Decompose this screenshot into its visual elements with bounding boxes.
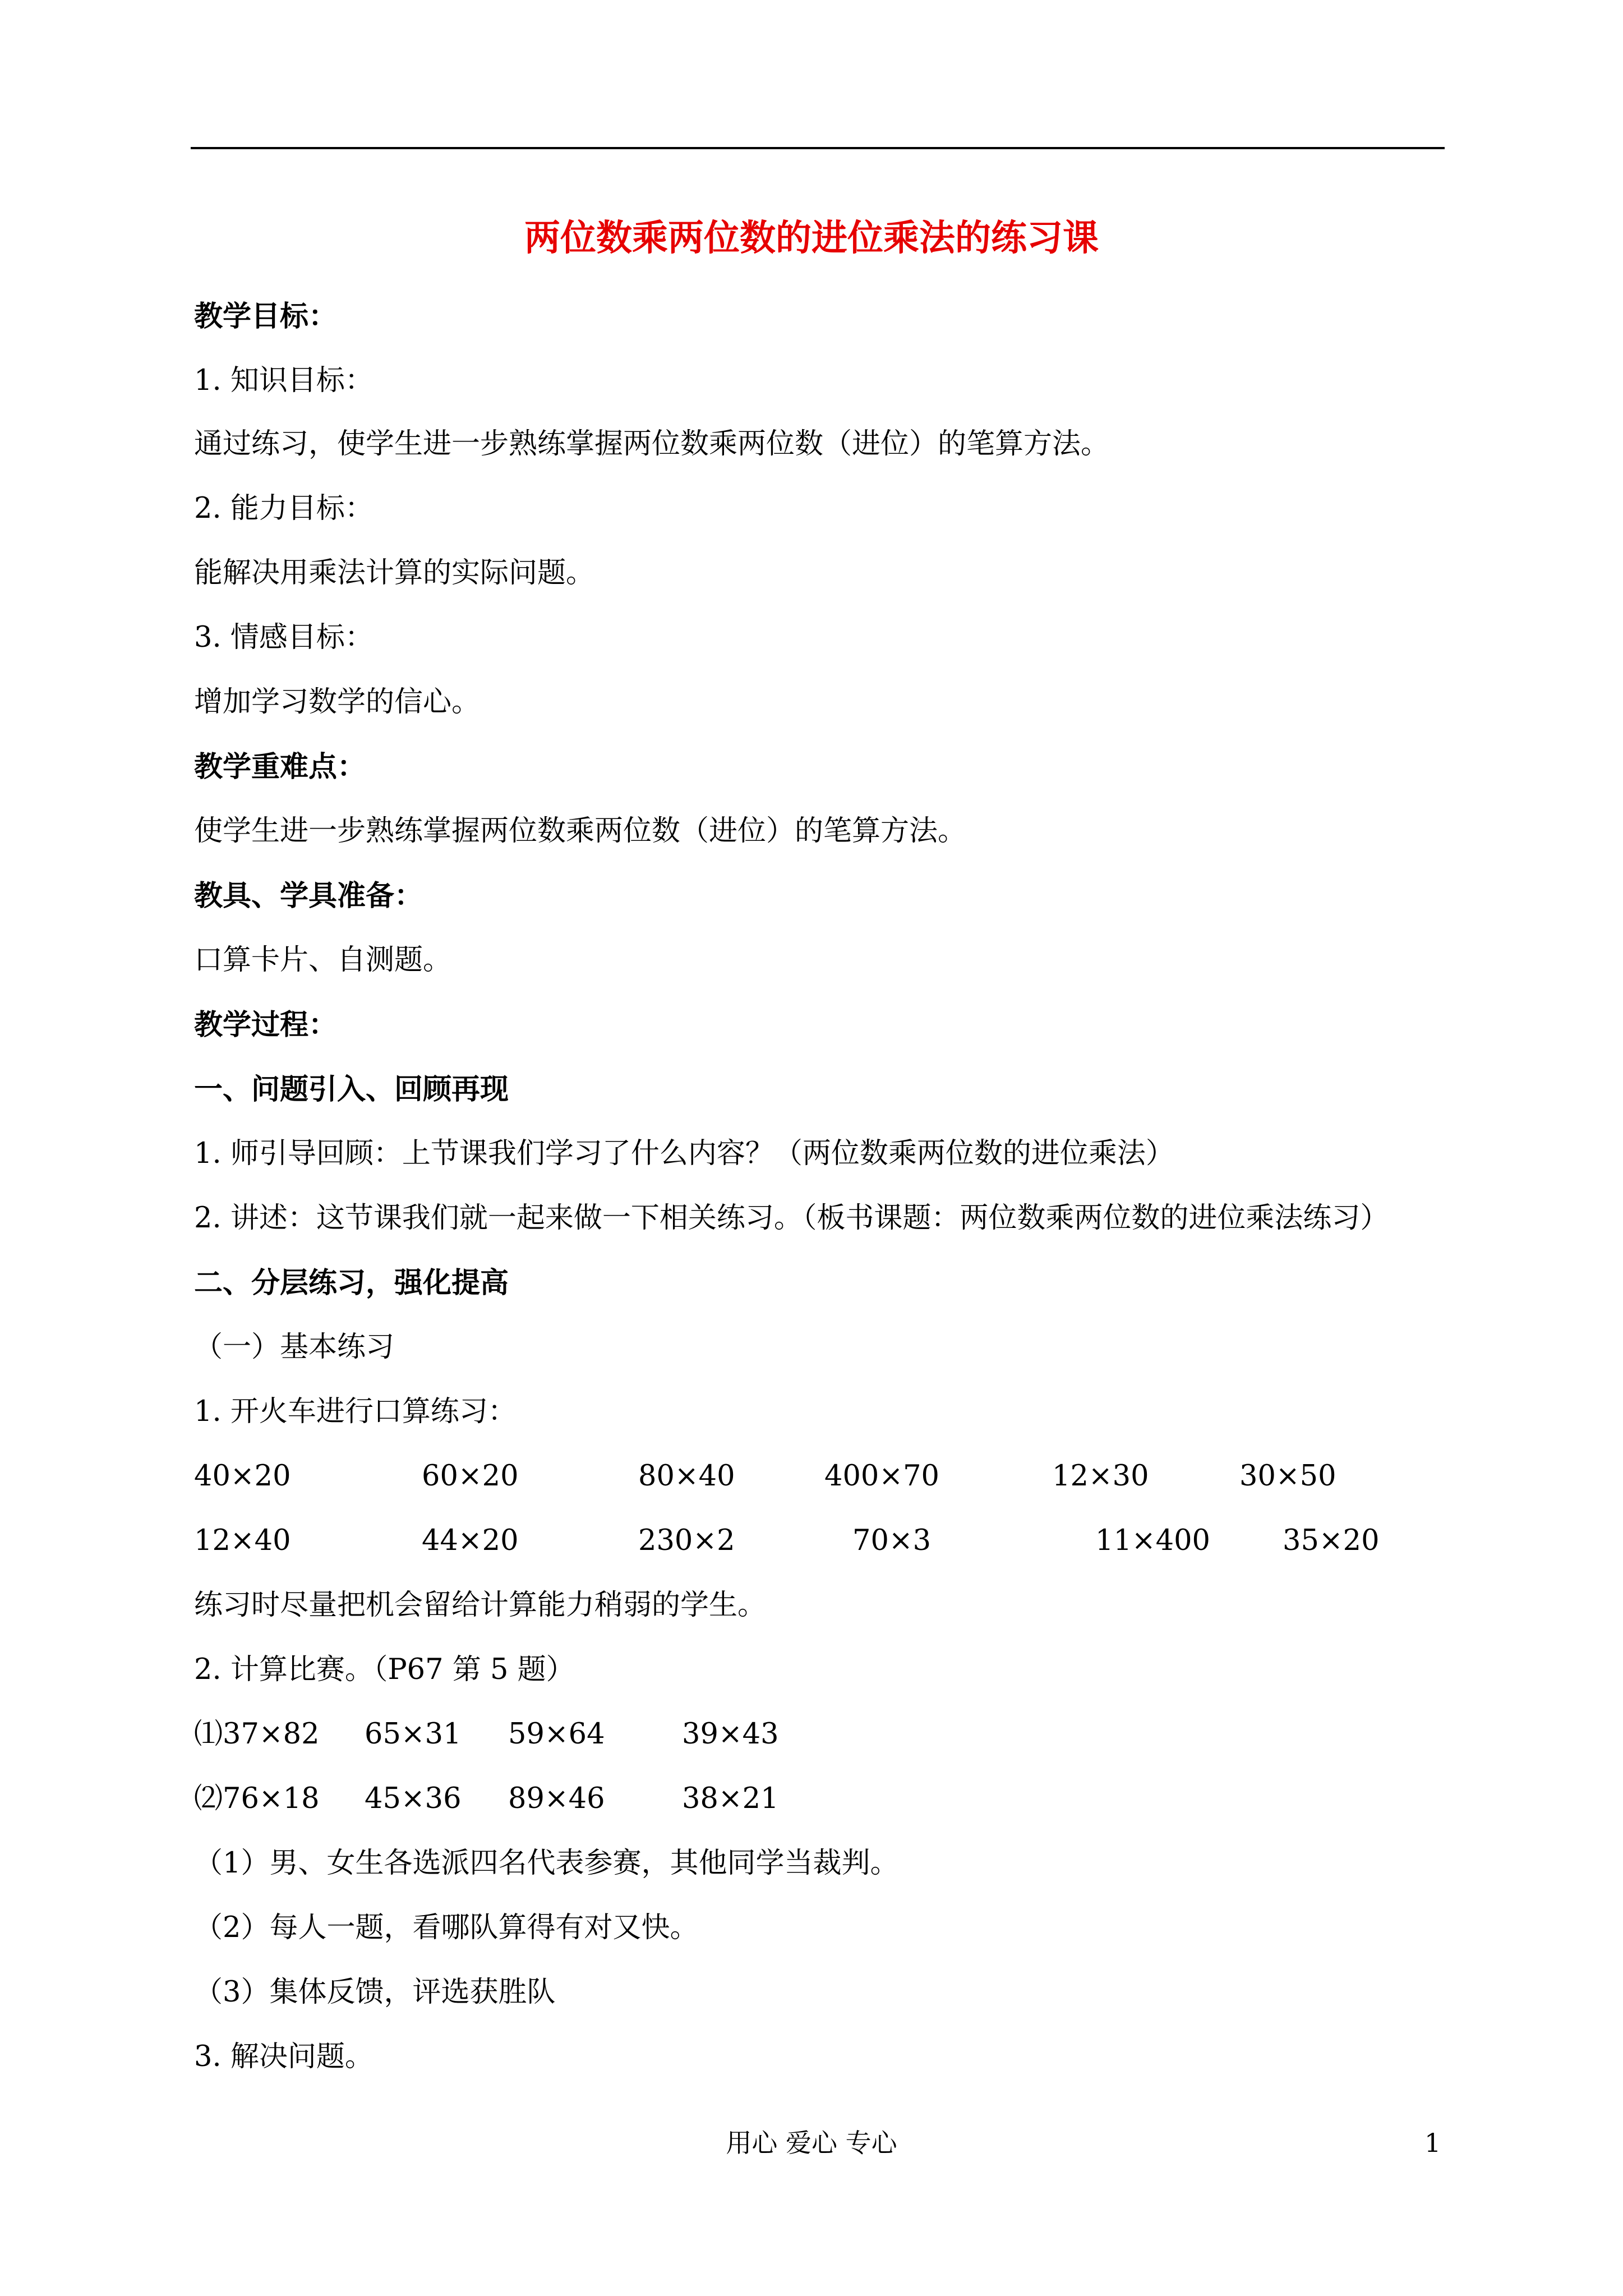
goal1-label: 1. 知识目标： [194, 364, 374, 397]
goal2-text: 能解决用乘法计算的实际问题。 [194, 556, 595, 590]
contest-expression: 59×64 [508, 1718, 605, 1751]
page-number: 1 [1424, 2128, 1441, 2158]
solve-heading: 3. 解决问题。 [194, 2040, 374, 2073]
part1-item1: 1. 师引导回顾：上节课我们学习了什么内容？（两位数乘两位数的进位乘法） [194, 1137, 1174, 1170]
contest-expression: ⑴37×82 [194, 1718, 320, 1751]
oral-expression: 40×20 [194, 1460, 291, 1493]
process-heading: 教学过程： [194, 1008, 338, 1042]
oral-note: 练习时尽量把机会留给计算能力稍弱的学生。 [194, 1589, 767, 1622]
document-title: 两位数乘两位数的进位乘法的练习课 [524, 217, 1099, 259]
oral-heading: 1. 开火车进行口算练习： [194, 1395, 517, 1428]
contest-step3: （3）集体反馈，评选获胜队 [194, 1976, 556, 2009]
oral-expression: 12×30 [1052, 1460, 1149, 1493]
oral-expression: 400×70 [824, 1460, 939, 1493]
contest-expression: 89×46 [508, 1782, 605, 1815]
header-rule [191, 147, 1445, 149]
key-text: 使学生进一步熟练掌握两位数乘两位数（进位）的笔算方法。 [194, 815, 967, 848]
contest-expression: 39×43 [682, 1718, 779, 1751]
oral-expression: 35×20 [1283, 1524, 1380, 1557]
part2-heading: 二、分层练习，强化提高 [194, 1266, 509, 1300]
goals-heading: 教学目标： [194, 300, 338, 333]
footer-motto: 用心 爱心 专心 [726, 2128, 897, 2158]
goal3-label: 3. 情感目标： [194, 621, 374, 654]
oral-expression: 230×2 [638, 1524, 735, 1557]
oral-expression: 12×40 [194, 1524, 291, 1557]
oral-expression: 70×3 [852, 1524, 932, 1557]
contest-expression: ⑵76×18 [194, 1782, 320, 1815]
oral-expression: 30×50 [1239, 1460, 1336, 1493]
tools-text: 口算卡片、自测题。 [194, 944, 452, 977]
basic-heading: （一）基本练习 [194, 1331, 395, 1364]
contest-expression: 45×36 [365, 1782, 462, 1815]
oral-expression: 60×20 [422, 1460, 519, 1493]
contest-heading: 2. 计算比赛。（P67 第 5 题） [194, 1653, 575, 1686]
part1-item2: 2. 讲述：这节课我们就一起来做一下相关练习。（板书课题：两位数乘两位数的进位乘法练习） [194, 1202, 1389, 1235]
oral-expression: 11×400 [1095, 1524, 1210, 1557]
contest-step1: （1）男、女生各选派四名代表参赛，其他同学当裁判。 [194, 1847, 899, 1880]
goal3-text: 增加学习数学的信心。 [194, 685, 481, 719]
oral-expression: 44×20 [422, 1524, 519, 1557]
contest-step2: （2）每人一题，看哪队算得有对又快。 [194, 1911, 699, 1944]
tools-heading: 教具、学具准备： [194, 879, 423, 913]
oral-expression: 80×40 [638, 1460, 735, 1493]
key-heading: 教学重难点： [194, 750, 366, 784]
contest-expression: 38×21 [682, 1782, 779, 1815]
goal2-label: 2. 能力目标： [194, 492, 374, 525]
part1-heading: 一、问题引入、回顾再现 [194, 1073, 509, 1106]
contest-expression: 65×31 [365, 1718, 462, 1751]
goal1-text: 通过练习，使学生进一步熟练掌握两位数乘两位数（进位）的笔算方法。 [194, 427, 1110, 461]
